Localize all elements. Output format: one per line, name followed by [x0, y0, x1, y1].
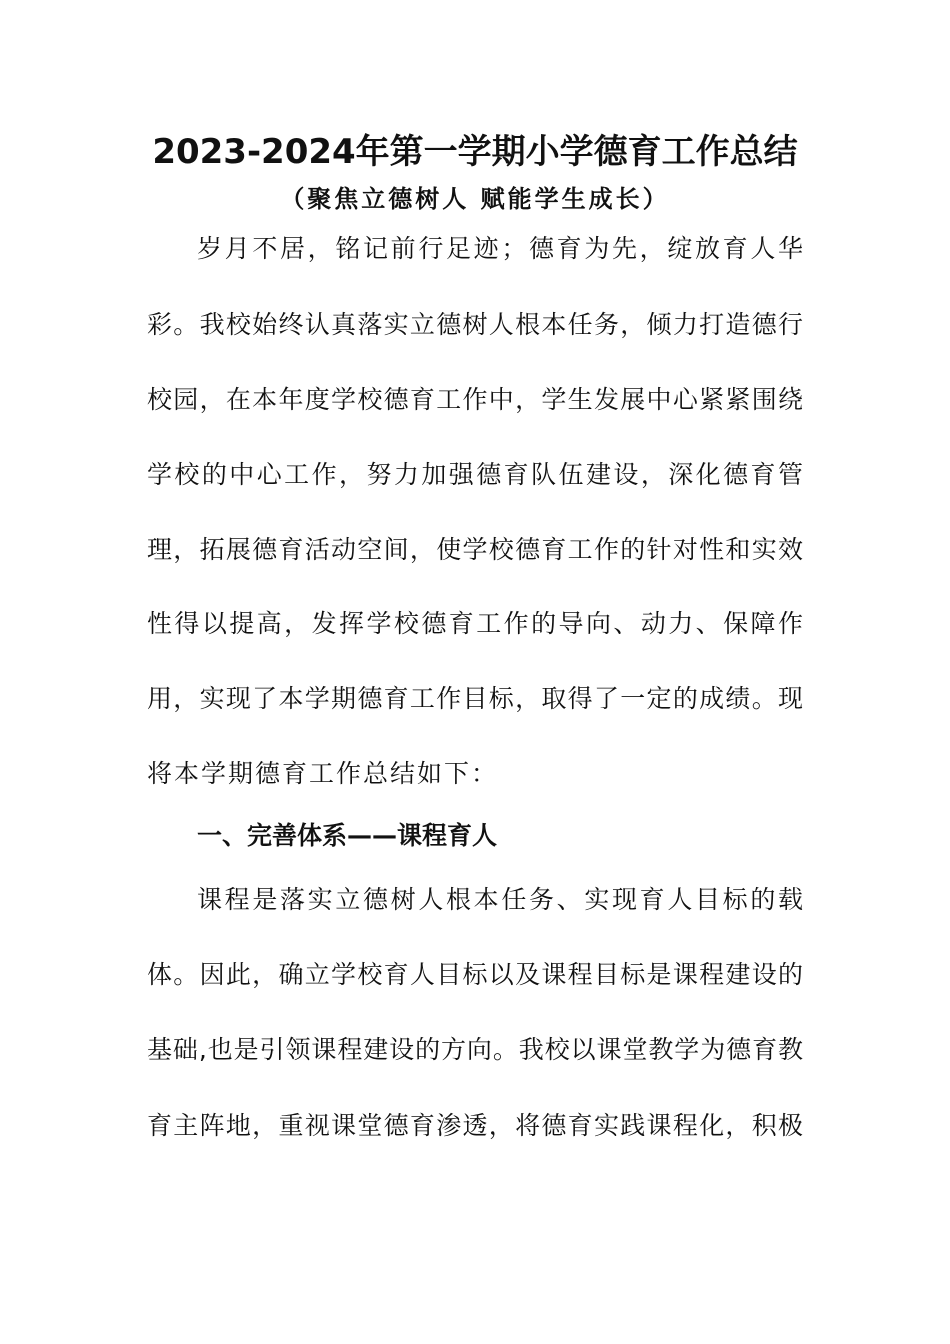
document-subtitle: （聚焦立德树人 赋能学生成长）: [280, 185, 670, 213]
document-title: 2023-2024年第一学期小学德育工作总结: [152, 132, 798, 172]
paragraph-line: 育主阵地，重视课堂德育渗透，将德育实践课程化，积极: [147, 1111, 803, 1140]
paragraph-line: 理，拓展德育活动空间，使学校德育工作的针对性和实效: [147, 535, 803, 564]
section-heading: 一、完善体系——课程育人: [197, 821, 498, 850]
paragraph-line: 彩。我校始终认真落实立德树人根本任务，倾力打造德行: [147, 310, 803, 339]
paragraph-line: 基础,也是引领课程建设的方向。我校以课堂教学为德育教: [147, 1035, 803, 1064]
paragraph-line: 用，实现了本学期德育工作目标，取得了一定的成绩。现: [147, 684, 803, 713]
paragraph-line: 体。因此，确立学校育人目标以及课程目标是课程建设的: [147, 960, 803, 989]
paragraph-line: 岁月不居，铭记前行足迹；德育为先，绽放育人华: [197, 234, 803, 263]
paragraph-line: 课程是落实立德树人根本任务、实现育人目标的载: [197, 885, 803, 914]
paragraph-line: 性得以提高，发挥学校德育工作的导向、动力、保障作: [147, 609, 803, 638]
paragraph-line: 校园，在本年度学校德育工作中，学生发展中心紧紧围绕: [147, 385, 803, 414]
paragraph-line: 学校的中心工作，努力加强德育队伍建设，深化德育管: [147, 460, 803, 489]
paragraph-line: 将本学期德育工作总结如下：: [147, 759, 499, 788]
